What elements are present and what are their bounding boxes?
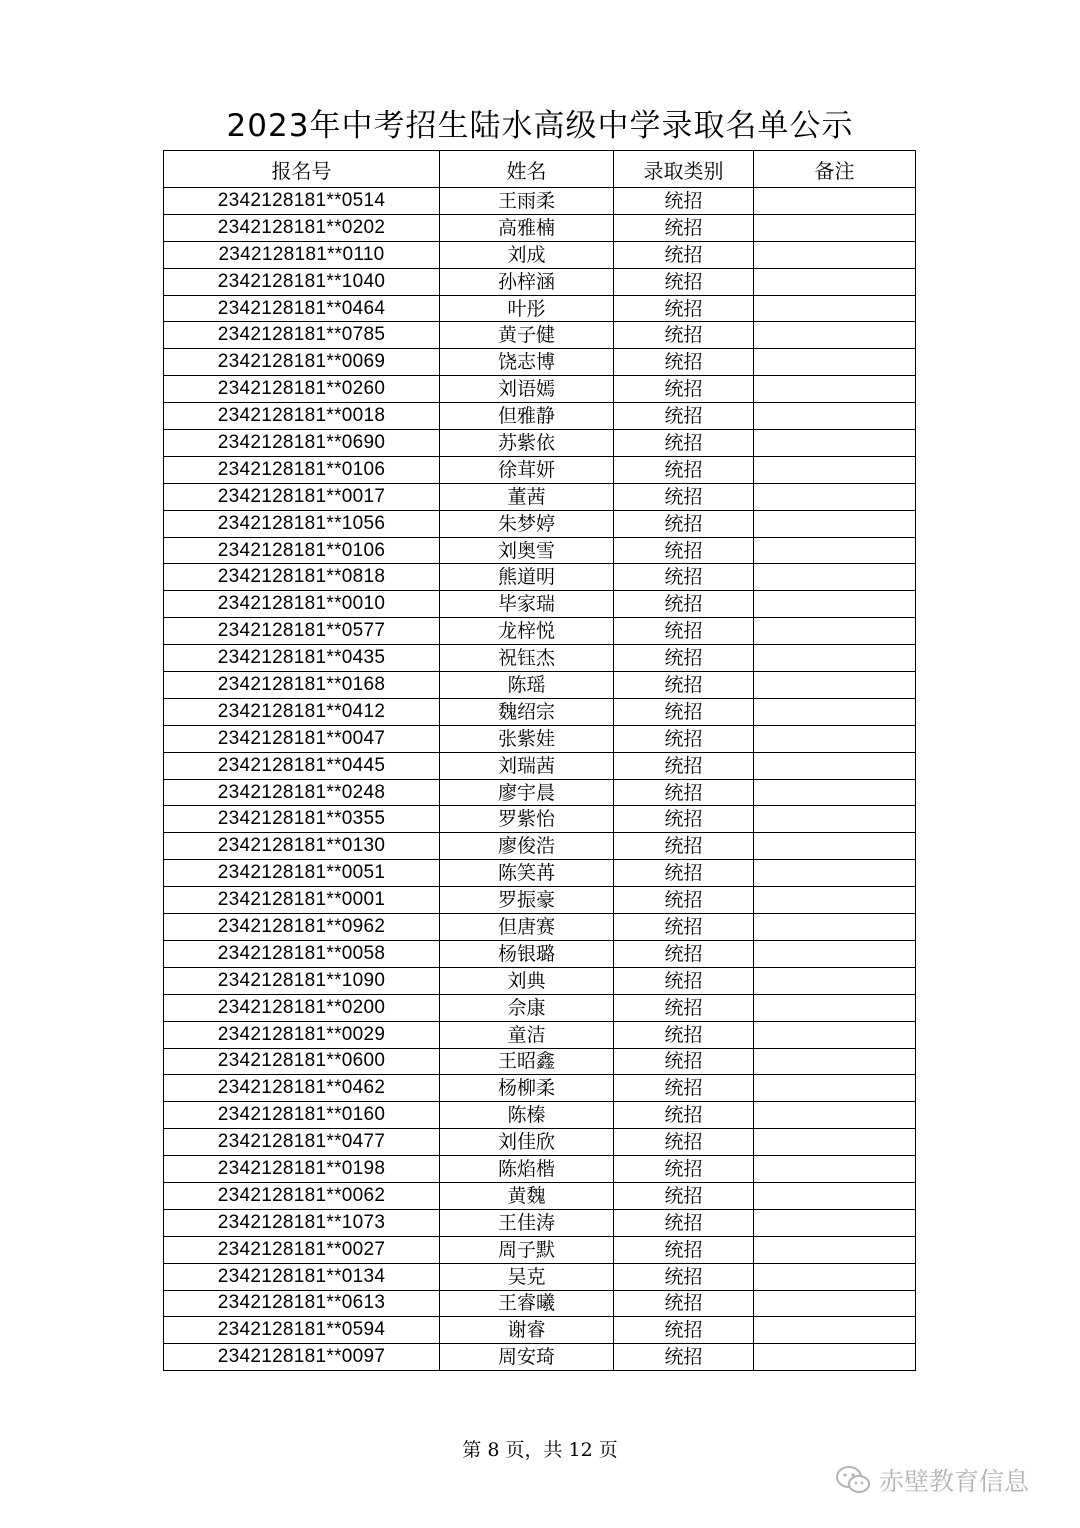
registration-number-cell: 2342128181**0018 [164,403,440,430]
student-name-cell: 刘成 [440,241,614,268]
remarks-cell [754,1182,916,1209]
table-row [164,1048,916,1075]
table-row [164,618,916,645]
registration-number-cell: 2342128181**0818 [164,564,440,591]
admission-category-cell: 统招 [614,483,754,510]
table-row [164,537,916,564]
admission-category-cell: 统招 [614,779,754,806]
student-name-cell: 童洁 [440,1021,614,1048]
student-name-cell: 张紫娃 [440,725,614,752]
student-name-cell: 周子默 [440,1236,614,1263]
column-header-remarks: 备注 [754,151,916,188]
table-row [164,698,916,725]
student-name-cell: 陈笑苒 [440,860,614,887]
wechat-icon [835,1465,871,1495]
registration-number-cell: 2342128181**0200 [164,994,440,1021]
registration-number-cell: 2342128181**0600 [164,1048,440,1075]
remarks-cell [754,967,916,994]
student-name-cell: 刘语嫣 [440,376,614,403]
registration-number-cell: 2342128181**0462 [164,1075,440,1102]
registration-number-cell: 2342128181**0260 [164,376,440,403]
registration-number-cell: 2342128181**0069 [164,349,440,376]
student-name-cell: 王雨柔 [440,188,614,215]
remarks-cell [754,1156,916,1183]
admission-category-cell: 统招 [614,1075,754,1102]
registration-number-cell: 2342128181**0017 [164,483,440,510]
registration-number-cell: 2342128181**0029 [164,1021,440,1048]
remarks-cell [754,456,916,483]
registration-number-cell: 2342128181**1090 [164,967,440,994]
registration-number-cell: 2342128181**0106 [164,456,440,483]
student-name-cell: 祝钰杰 [440,645,614,672]
remarks-cell [754,430,916,457]
registration-number-cell: 2342128181**0010 [164,591,440,618]
table-row [164,887,916,914]
table-row [164,940,916,967]
table-row [164,564,916,591]
remarks-cell [754,591,916,618]
admission-category-cell: 统招 [614,214,754,241]
column-header-admission-category: 录取类别 [614,151,754,188]
admission-category-cell: 统招 [614,806,754,833]
admission-category-cell: 统招 [614,349,754,376]
admission-category-cell: 统招 [614,833,754,860]
table-row [164,456,916,483]
student-name-cell: 黄魏 [440,1182,614,1209]
remarks-cell [754,537,916,564]
column-header-name: 姓名 [440,151,614,188]
page-footer: 第 8 页，共 12 页 [462,1439,618,1461]
registration-number-cell: 2342128181**0134 [164,1263,440,1290]
registration-number-cell: 2342128181**0514 [164,188,440,215]
remarks-cell [754,1129,916,1156]
remarks-cell [754,1263,916,1290]
student-name-cell: 周安琦 [440,1344,614,1371]
table-row [164,1290,916,1317]
admission-category-cell: 统招 [614,1102,754,1129]
student-name-cell: 王佳涛 [440,1209,614,1236]
registration-number-cell: 2342128181**0445 [164,752,440,779]
student-name-cell: 刘典 [440,967,614,994]
student-name-cell: 刘佳欣 [440,1129,614,1156]
table-row [164,483,916,510]
admission-category-cell: 统招 [614,456,754,483]
registration-number-cell: 2342128181**0594 [164,1317,440,1344]
admission-category-cell: 统招 [614,403,754,430]
admission-category-cell: 统招 [614,1048,754,1075]
registration-number-cell: 2342128181**0435 [164,645,440,672]
remarks-cell [754,188,916,215]
student-name-cell: 高雅楠 [440,214,614,241]
admission-category-cell: 统招 [614,295,754,322]
remarks-cell [754,510,916,537]
remarks-cell [754,645,916,672]
registration-number-cell: 2342128181**0198 [164,1156,440,1183]
student-name-cell: 苏紫依 [440,430,614,457]
student-name-cell: 王睿曦 [440,1290,614,1317]
admission-category-cell: 统招 [614,698,754,725]
student-name-cell: 熊道明 [440,564,614,591]
remarks-cell [754,403,916,430]
remarks-cell [754,241,916,268]
registration-number-cell: 2342128181**0690 [164,430,440,457]
student-name-cell: 佘康 [440,994,614,1021]
student-name-cell: 刘瑞茜 [440,752,614,779]
admission-category-cell: 统招 [614,430,754,457]
student-name-cell: 刘奥雪 [440,537,614,564]
registration-number-cell: 2342128181**1040 [164,268,440,295]
student-name-cell: 廖宇晨 [440,779,614,806]
remarks-cell [754,564,916,591]
admission-category-cell: 统招 [614,188,754,215]
admission-category-cell: 统招 [614,537,754,564]
registration-number-cell: 2342128181**0168 [164,672,440,699]
remarks-cell [754,322,916,349]
registration-number-cell: 2342128181**0110 [164,241,440,268]
table-row [164,833,916,860]
student-name-cell: 饶志博 [440,349,614,376]
registration-number-cell: 2342128181**0202 [164,214,440,241]
student-name-cell: 孙梓涵 [440,268,614,295]
admission-category-cell: 统招 [614,887,754,914]
admission-category-cell: 统招 [614,591,754,618]
remarks-cell [754,268,916,295]
remarks-cell [754,698,916,725]
registration-number-cell: 2342128181**0062 [164,1182,440,1209]
remarks-cell [754,349,916,376]
admission-table [163,150,916,1371]
admission-category-cell: 统招 [614,940,754,967]
registration-number-cell: 2342128181**0785 [164,322,440,349]
student-name-cell: 罗振豪 [440,887,614,914]
table-row [164,591,916,618]
remarks-cell [754,1102,916,1129]
table-row [164,1102,916,1129]
student-name-cell: 魏绍宗 [440,698,614,725]
admission-category-cell: 统招 [614,1156,754,1183]
student-name-cell: 王昭鑫 [440,1048,614,1075]
registration-number-cell: 2342128181**0412 [164,698,440,725]
student-name-cell: 陈瑶 [440,672,614,699]
table-row [164,268,916,295]
remarks-cell [754,214,916,241]
table-row [164,752,916,779]
registration-number-cell: 2342128181**0001 [164,887,440,914]
table-row [164,295,916,322]
student-name-cell: 但雅静 [440,403,614,430]
registration-number-cell: 2342128181**0464 [164,295,440,322]
table-header-row [164,151,916,188]
remarks-cell [754,1048,916,1075]
table-row [164,672,916,699]
table-row [164,779,916,806]
registration-number-cell: 2342128181**0051 [164,860,440,887]
admission-category-cell: 统招 [614,1290,754,1317]
table-body [164,188,916,1371]
admission-category-cell: 统招 [614,510,754,537]
admission-category-cell: 统招 [614,994,754,1021]
registration-number-cell: 2342128181**0097 [164,1344,440,1371]
registration-number-cell: 2342128181**0047 [164,725,440,752]
student-name-cell: 叶彤 [440,295,614,322]
admission-category-cell: 统招 [614,241,754,268]
admission-category-cell: 统招 [614,618,754,645]
remarks-cell [754,1317,916,1344]
table-row [164,1263,916,1290]
admission-category-cell: 统招 [614,914,754,941]
remarks-cell [754,833,916,860]
watermark-text: 赤壁教育信息 [879,1467,1030,1496]
table-row [164,214,916,241]
table-row [164,322,916,349]
admission-category-cell: 统招 [614,1129,754,1156]
table-row [164,1209,916,1236]
remarks-cell [754,1344,916,1371]
remarks-cell [754,940,916,967]
admission-category-cell: 统招 [614,1021,754,1048]
admission-category-cell: 统招 [614,725,754,752]
table-row [164,403,916,430]
admission-category-cell: 统招 [614,564,754,591]
remarks-cell [754,1021,916,1048]
admission-category-cell: 统招 [614,752,754,779]
table-row [164,241,916,268]
admission-category-cell: 统招 [614,268,754,295]
table-row [164,1317,916,1344]
remarks-cell [754,1209,916,1236]
registration-number-cell: 2342128181**0248 [164,779,440,806]
remarks-cell [754,618,916,645]
table-row [164,1236,916,1263]
remarks-cell [754,994,916,1021]
student-name-cell: 董茜 [440,483,614,510]
registration-number-cell: 2342128181**1073 [164,1209,440,1236]
table-row [164,725,916,752]
table-row [164,349,916,376]
registration-number-cell: 2342128181**0058 [164,940,440,967]
student-name-cell: 杨银璐 [440,940,614,967]
remarks-cell [754,295,916,322]
admission-category-cell: 统招 [614,1263,754,1290]
remarks-cell [754,483,916,510]
table-row [164,914,916,941]
registration-number-cell: 2342128181**0130 [164,833,440,860]
table-row [164,645,916,672]
table-row [164,1075,916,1102]
registration-number-cell: 2342128181**0160 [164,1102,440,1129]
remarks-cell [754,779,916,806]
remarks-cell [754,1290,916,1317]
admission-category-cell: 统招 [614,1317,754,1344]
registration-number-cell: 2342128181**0613 [164,1290,440,1317]
admission-category-cell: 统招 [614,967,754,994]
registration-number-cell: 2342128181**0355 [164,806,440,833]
admission-category-cell: 统招 [614,672,754,699]
remarks-cell [754,672,916,699]
table-row [164,510,916,537]
registration-number-cell: 2342128181**0477 [164,1129,440,1156]
table-row [164,1156,916,1183]
admission-category-cell: 统招 [614,860,754,887]
table-row [164,188,916,215]
table-row [164,1182,916,1209]
remarks-cell [754,1075,916,1102]
remarks-cell [754,860,916,887]
table-row [164,994,916,1021]
admission-category-cell: 统招 [614,645,754,672]
column-header-registration-number: 报名号 [164,151,440,188]
admission-category-cell: 统招 [614,1344,754,1371]
student-name-cell: 谢睿 [440,1317,614,1344]
table-row [164,1021,916,1048]
remarks-cell [754,376,916,403]
student-name-cell: 毕家瑞 [440,591,614,618]
table-row [164,1129,916,1156]
admission-category-cell: 统招 [614,376,754,403]
table-row [164,806,916,833]
registration-number-cell: 2342128181**0577 [164,618,440,645]
remarks-cell [754,752,916,779]
admission-category-cell: 统招 [614,1236,754,1263]
remarks-cell [754,806,916,833]
student-name-cell: 但唐赛 [440,914,614,941]
remarks-cell [754,1236,916,1263]
admission-category-cell: 统招 [614,1182,754,1209]
registration-number-cell: 2342128181**0106 [164,537,440,564]
student-name-cell: 龙梓悦 [440,618,614,645]
page-title: 2023年中考招生陆水高级中学录取名单公示 [226,108,854,144]
watermark [835,1462,1029,1498]
student-name-cell: 吴克 [440,1263,614,1290]
student-name-cell: 陈榛 [440,1102,614,1129]
table-row [164,376,916,403]
admission-category-cell: 统招 [614,1209,754,1236]
table-row [164,430,916,457]
student-name-cell: 黄子健 [440,322,614,349]
table-row [164,860,916,887]
remarks-cell [754,914,916,941]
student-name-cell: 朱梦婷 [440,510,614,537]
student-name-cell: 杨柳柔 [440,1075,614,1102]
remarks-cell [754,725,916,752]
registration-number-cell: 2342128181**0962 [164,914,440,941]
student-name-cell: 陈焰楷 [440,1156,614,1183]
student-name-cell: 廖俊浩 [440,833,614,860]
registration-number-cell: 2342128181**1056 [164,510,440,537]
table-row [164,967,916,994]
table-row [164,1344,916,1371]
remarks-cell [754,887,916,914]
student-name-cell: 罗紫怡 [440,806,614,833]
student-name-cell: 徐茸妍 [440,456,614,483]
admission-category-cell: 统招 [614,322,754,349]
registration-number-cell: 2342128181**0027 [164,1236,440,1263]
